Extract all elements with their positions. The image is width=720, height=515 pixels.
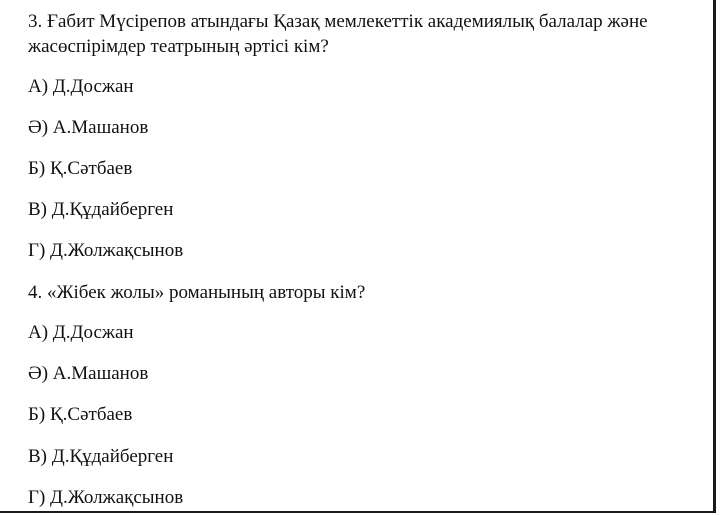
question-3-option-g: Г) Д.Жолжақсынов <box>28 240 184 261</box>
question-3-option-ae: Ә) А.Машанов <box>28 117 149 138</box>
question-4-option-g: Г) Д.Жолжақсынов <box>28 487 184 508</box>
question-4-option-v: В) Д.Құдайберген <box>28 446 174 467</box>
question-3-option-v: В) Д.Құдайберген <box>28 199 174 220</box>
question-4-option-b: Б) Қ.Сәтбаев <box>28 404 133 425</box>
question-4-option-ae: Ә) А.Машанов <box>28 363 149 384</box>
question-4-text: 4. «Жібек жолы» романының авторы кім? <box>28 282 366 303</box>
question-4-option-a: А) Д.Досжан <box>28 322 134 343</box>
question-3-option-a: А) Д.Досжан <box>28 76 134 97</box>
question-3-text-line-2: жасөспірімдер театрының әртісі кім? <box>28 36 329 57</box>
question-3-text-line-1: 3. Ғабит Мүсірепов атындағы Қазақ мемлекеттік академиялық балалар және <box>28 11 648 32</box>
question-3-option-b: Б) Қ.Сәтбаев <box>28 158 133 179</box>
